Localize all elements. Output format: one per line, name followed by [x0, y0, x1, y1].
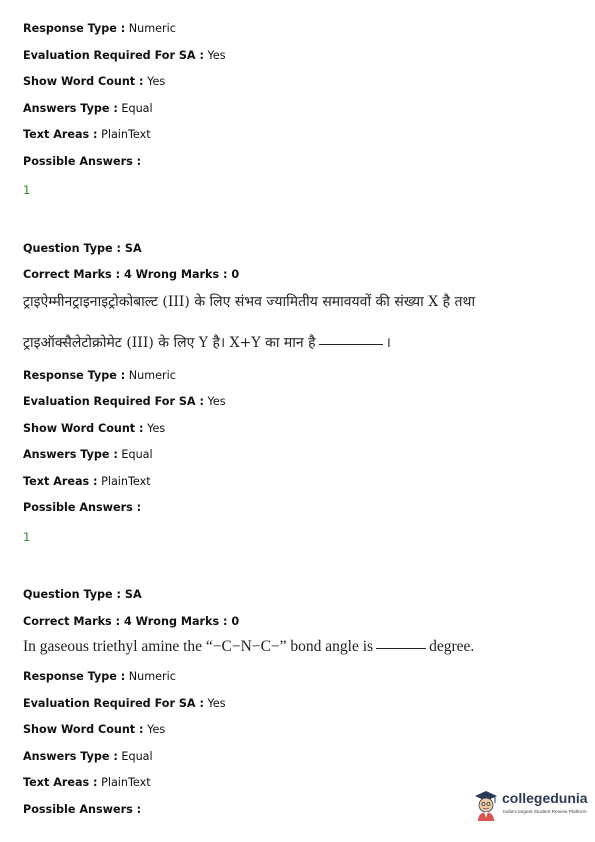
text-areas-row: Text Areas : PlainText	[23, 475, 151, 488]
question-text: In gaseous triethyl amine the “−C−N−C−” bond angle is degree.	[23, 638, 475, 655]
response-type-row: Response Type : Numeric	[23, 22, 176, 35]
response-type-row: Response Type : Numeric	[23, 670, 176, 683]
text-areas-row: Text Areas : PlainText	[23, 776, 151, 789]
answers-type-row: Answers Type : Equal	[23, 448, 153, 461]
answers-type-row: Answers Type : Equal	[23, 102, 153, 115]
marks: Correct Marks : 4 Wrong Marks : 0	[23, 615, 240, 628]
possible-answers-heading: Possible Answers :	[23, 501, 142, 514]
question-text-line-2: ट्राइऑक्सैलेटोक्रोमेट (III) के लिए Y है। X+Y का मान है ।	[23, 335, 391, 351]
logo-tagline: India's largest Student Review Platform	[503, 810, 587, 815]
collegedunia-logo	[472, 788, 592, 824]
text-areas-row: Text Areas : PlainText	[23, 128, 151, 141]
evaluation-row: Evaluation Required For SA : Yes	[23, 49, 226, 62]
response-type-row: Response Type : Numeric	[23, 369, 176, 382]
possible-answer-value: 1	[23, 183, 31, 197]
answer-blank	[319, 343, 383, 345]
answer-blank	[376, 647, 426, 649]
evaluation-row: Evaluation Required For SA : Yes	[23, 697, 226, 710]
possible-answers-heading: Possible Answers :	[23, 155, 142, 168]
marks: Correct Marks : 4 Wrong Marks : 0	[23, 268, 240, 281]
question-text-line-1: ट्राइऐम्मीनट्राइनाइट्रोकोबाल्ट (III) के लिए संभव ज्यामितीय समावयवों की संख्या X है तथा	[23, 294, 476, 310]
word-count-row: Show Word Count : Yes	[23, 75, 166, 88]
logo-wordmark: collegedunia	[502, 790, 588, 806]
possible-answers-heading: Possible Answers :	[23, 803, 142, 816]
answers-type-row: Answers Type : Equal	[23, 750, 153, 763]
question-type: Question Type : SA	[23, 242, 142, 255]
word-count-row: Show Word Count : Yes	[23, 723, 166, 736]
question-type: Question Type : SA	[23, 588, 142, 601]
evaluation-row: Evaluation Required For SA : Yes	[23, 395, 226, 408]
mascot-icon	[472, 788, 500, 822]
word-count-row: Show Word Count : Yes	[23, 422, 166, 435]
possible-answer-value: 1	[23, 530, 31, 544]
